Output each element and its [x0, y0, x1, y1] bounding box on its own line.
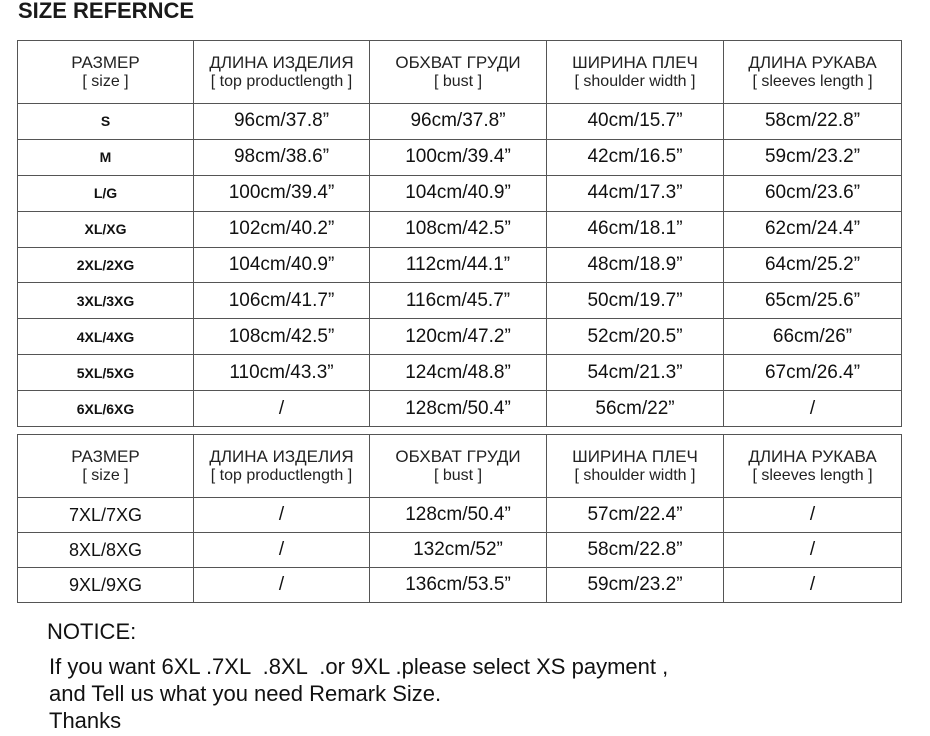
notice-line: If you want 6XL .7XL .8XL .or 9XL .please select XS payment ,	[49, 654, 669, 679]
table-row	[18, 533, 902, 568]
column-header-en: [ bust ]	[433, 72, 483, 90]
measurement-cell: 65cm/25.6”	[724, 283, 902, 319]
column-header-ru: ШИРИНА ПЛЕЧ	[572, 53, 698, 73]
table-row	[18, 568, 902, 603]
measurement-cell: 100cm/39.4”	[370, 139, 547, 175]
page-title: SIZE REFERNCE	[18, 0, 195, 23]
measurement-cell: 52cm/20.5”	[547, 319, 724, 355]
table-row	[18, 175, 902, 211]
measurement-cell: 44cm/17.3”	[547, 175, 724, 211]
table-row	[18, 104, 902, 140]
measurement-cell: /	[724, 568, 902, 603]
column-header-en: [ bust ]	[433, 466, 483, 484]
measurement-cell: 54cm/21.3”	[547, 355, 724, 391]
header-row	[18, 435, 902, 498]
column-header-ru: РАЗМЕР	[71, 53, 140, 73]
column-header	[370, 41, 547, 104]
measurement-cell: 110cm/43.3”	[194, 355, 370, 391]
size-cell: S	[18, 104, 194, 140]
column-header-en: [ shoulder width ]	[574, 466, 696, 484]
measurement-cell: 42cm/16.5”	[547, 139, 724, 175]
measurement-cell: 60cm/23.6”	[724, 175, 902, 211]
column-header	[724, 435, 902, 498]
measurement-cell: /	[194, 498, 370, 533]
column-header-ru: ДЛИНА РУКАВА	[748, 447, 877, 467]
measurement-cell: 66cm/26”	[724, 319, 902, 355]
size-cell: 5XL/5XG	[18, 355, 194, 391]
measurement-cell: 102cm/40.2”	[194, 211, 370, 247]
column-header-ru: ОБХВАТ ГРУДИ	[395, 447, 521, 467]
measurement-cell: 104cm/40.9”	[370, 175, 547, 211]
measurement-cell: 50cm/19.7”	[547, 283, 724, 319]
column-header-en: [ top productlength ]	[210, 72, 353, 90]
size-cell: M	[18, 139, 194, 175]
column-header	[370, 435, 547, 498]
column-header	[194, 435, 370, 498]
table-row	[18, 247, 902, 283]
measurement-cell: 100cm/39.4”	[194, 175, 370, 211]
header-row	[18, 41, 902, 104]
column-header	[724, 41, 902, 104]
measurement-cell: /	[724, 498, 902, 533]
measurement-cell: 116cm/45.7”	[370, 283, 547, 319]
measurement-cell: 128cm/50.4”	[370, 391, 547, 427]
column-header-en: [ top productlength ]	[210, 466, 353, 484]
measurement-cell: 59cm/23.2”	[724, 139, 902, 175]
measurement-cell: 96cm/37.8”	[194, 104, 370, 140]
size-cell: 4XL/4XG	[18, 319, 194, 355]
size-cell: 7XL/7XG	[18, 498, 194, 533]
measurement-cell: /	[724, 533, 902, 568]
column-header-en: [ sleeves length ]	[752, 466, 873, 484]
measurement-cell: 96cm/37.8”	[370, 104, 547, 140]
measurement-cell: 67cm/26.4”	[724, 355, 902, 391]
measurement-cell: 136cm/53.5”	[370, 568, 547, 603]
table-row	[18, 391, 902, 427]
measurement-cell: 59cm/23.2”	[547, 568, 724, 603]
measurement-cell: 56cm/22”	[547, 391, 724, 427]
notice-label: NOTICE:	[47, 619, 137, 644]
column-header-en: [ size ]	[82, 466, 129, 484]
column-header	[18, 41, 194, 104]
measurement-cell: 48cm/18.9”	[547, 247, 724, 283]
size-cell: 6XL/6XG	[18, 391, 194, 427]
measurement-cell: 132cm/52”	[370, 533, 547, 568]
table-row	[18, 355, 902, 391]
size-cell: XL/XG	[18, 211, 194, 247]
measurement-cell: 98cm/38.6”	[194, 139, 370, 175]
column-header-ru: ШИРИНА ПЛЕЧ	[572, 447, 698, 467]
column-header-en: [ shoulder width ]	[574, 72, 696, 90]
column-header-en: [ sleeves length ]	[752, 72, 873, 90]
column-header	[194, 41, 370, 104]
size-cell: 9XL/9XG	[18, 568, 194, 603]
size-cell: 3XL/3XG	[18, 283, 194, 319]
measurement-cell: 106cm/41.7”	[194, 283, 370, 319]
column-header-ru: ДЛИНА ИЗДЕЛИЯ	[209, 447, 354, 467]
measurement-cell: 120cm/47.2”	[370, 319, 547, 355]
column-header-ru: ДЛИНА РУКАВА	[748, 53, 877, 73]
measurement-cell: 46cm/18.1”	[547, 211, 724, 247]
measurement-cell: 57cm/22.4”	[547, 498, 724, 533]
measurement-cell: 108cm/42.5”	[194, 319, 370, 355]
measurement-cell: 62cm/24.4”	[724, 211, 902, 247]
table-row	[18, 498, 902, 533]
measurement-cell: 64cm/25.2”	[724, 247, 902, 283]
table-row	[18, 283, 902, 319]
table-row	[18, 211, 902, 247]
measurement-cell: 104cm/40.9”	[194, 247, 370, 283]
size-cell: 2XL/2XG	[18, 247, 194, 283]
measurement-cell: /	[194, 391, 370, 427]
measurement-cell: /	[194, 568, 370, 603]
size-cell: 8XL/8XG	[18, 533, 194, 568]
measurement-cell: /	[724, 391, 902, 427]
measurement-cell: 112cm/44.1”	[370, 247, 547, 283]
measurement-cell: 108cm/42.5”	[370, 211, 547, 247]
size-table-extended	[17, 434, 902, 603]
column-header	[18, 435, 194, 498]
column-header-en: [ size ]	[82, 72, 129, 90]
measurement-cell: 40cm/15.7”	[547, 104, 724, 140]
column-header-ru: ДЛИНА ИЗДЕЛИЯ	[209, 53, 354, 73]
measurement-cell: 128cm/50.4”	[370, 498, 547, 533]
column-header	[547, 41, 724, 104]
table-row	[18, 139, 902, 175]
size-cell: L/G	[18, 175, 194, 211]
table-row	[18, 319, 902, 355]
size-table-main	[17, 40, 902, 427]
notice-line: and Tell us what you need Remark Size.	[49, 681, 442, 706]
column-header-ru: РАЗМЕР	[71, 447, 140, 467]
measurement-cell: 124cm/48.8”	[370, 355, 547, 391]
measurement-cell: 58cm/22.8”	[724, 104, 902, 140]
measurement-cell: 58cm/22.8”	[547, 533, 724, 568]
column-header	[547, 435, 724, 498]
column-header-ru: ОБХВАТ ГРУДИ	[395, 53, 521, 73]
notice-line: Thanks	[49, 708, 122, 733]
measurement-cell: /	[194, 533, 370, 568]
